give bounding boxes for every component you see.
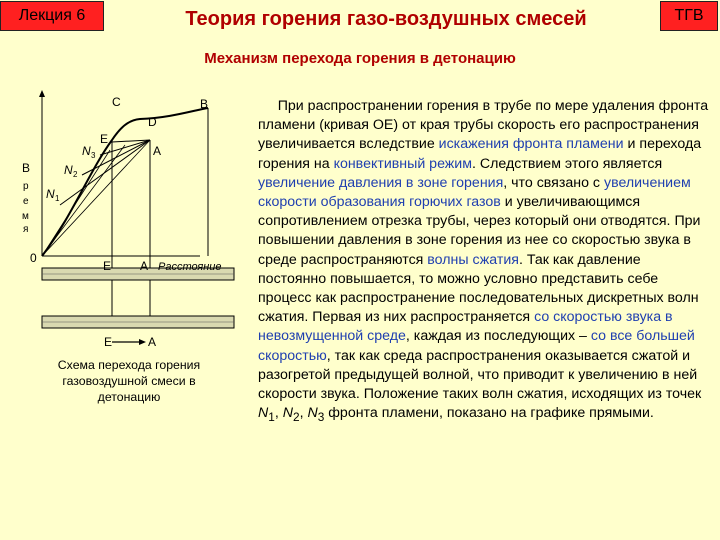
label-axis-a: A bbox=[140, 259, 149, 273]
y-axis-letter-3: е bbox=[23, 196, 29, 207]
flame-front-curve bbox=[42, 108, 208, 256]
highlighted-phrase: увеличением скорости образования горючих газов bbox=[258, 174, 691, 211]
body-segment: , bbox=[274, 405, 283, 422]
body-segment: N bbox=[282, 405, 293, 422]
highlighted-phrase: увеличение давления в зоне горения bbox=[258, 174, 504, 191]
highlighted-phrase: со скоростью звука в невозмущенной среде bbox=[258, 309, 673, 345]
y-axis-letter-1: В bbox=[22, 161, 31, 175]
pipe bbox=[42, 268, 234, 345]
body-paragraph bbox=[258, 97, 710, 427]
highlighted-phrase: конвективный режим bbox=[333, 155, 472, 172]
body-segment: , bbox=[299, 405, 308, 422]
label-n2-sub: 2 bbox=[73, 170, 78, 179]
body-segment: и увеличивающимся сопротивлением отрезка трубы, через который они отводятся. При повышении давления в зоне горения из нее со скоростью звука в среде распространяются bbox=[258, 194, 701, 268]
slide-subtitle: Механизм перехода горения в детонацию bbox=[204, 50, 516, 67]
slide-title: Теория горения газо-воздушных смесей bbox=[185, 8, 587, 30]
label-b: B bbox=[200, 97, 209, 111]
highlighted-phrase: искажения фронта пламени bbox=[438, 136, 624, 153]
ray-o-n2 bbox=[42, 150, 110, 256]
body-segment: 3 bbox=[317, 410, 325, 425]
body-segment: При распространении горения в трубе по мере удаления фронта пламени (кривая OE) от края трубы скорость его распространения увеличивается вследствие bbox=[258, 98, 709, 153]
highlighted-phrase: волны сжатия bbox=[427, 251, 519, 268]
body-segment: 1 bbox=[268, 410, 275, 425]
label-n1: N bbox=[46, 187, 55, 201]
lecture-label: Лекция 6 bbox=[0, 1, 104, 31]
body-segment: 2 bbox=[292, 410, 300, 425]
body-segment: . Следствием этого является bbox=[471, 155, 663, 172]
y-axis-arrow bbox=[39, 90, 45, 97]
body-segment: N bbox=[307, 405, 318, 422]
label-pipe-a: A bbox=[148, 335, 157, 349]
body-segment: фронта пламени, показано на графике прямыми. bbox=[324, 405, 654, 422]
y-axis-letter-4: м bbox=[22, 211, 29, 222]
label-n3-sub: 3 bbox=[91, 151, 96, 160]
body-segment: , что связано с bbox=[503, 174, 604, 191]
y-axis-letter-2: р bbox=[23, 181, 29, 192]
body-segment: . Так как давление постоянно повышается, то можно условно представить себе процесс как распространение последовательных дискретных волн сжатия. Первая из них распространяется bbox=[258, 251, 699, 326]
label-d: D bbox=[148, 115, 157, 129]
transition-diagram bbox=[0, 88, 250, 350]
highlighted-phrase: со все большей скоростью bbox=[258, 328, 695, 364]
label-distance: Расстояние bbox=[158, 261, 222, 273]
label-n1-sub: 1 bbox=[55, 194, 60, 203]
label-n2: N bbox=[64, 163, 73, 177]
y-axis-letter-5: я bbox=[23, 224, 29, 235]
label-pipe-e: E bbox=[104, 335, 113, 349]
body-segment: , так как среда распространения оказывается сжатой и разогретой предыдущей волной, что приводит к увеличению в ней скорости звука. Положение таких волн сжатия, исходящих из точек bbox=[258, 347, 702, 403]
label-e: E bbox=[100, 132, 109, 146]
course-badge: ТГВ bbox=[660, 1, 718, 31]
body-segment: N bbox=[258, 405, 269, 422]
label-c: C bbox=[112, 95, 121, 109]
body-segment: , каждая из последующих – bbox=[405, 328, 591, 345]
graph-grid bbox=[39, 90, 208, 318]
label-origin: 0 bbox=[30, 251, 37, 265]
body-segment: и перехода горения на bbox=[258, 136, 702, 172]
label-n3: N bbox=[82, 144, 91, 158]
pipe-arrow-head bbox=[139, 339, 146, 345]
label-a: A bbox=[153, 144, 162, 158]
diagram-caption: Схема перехода горения газовоздушной смеси в детонацию bbox=[57, 358, 201, 404]
label-axis-e: E bbox=[103, 259, 112, 273]
